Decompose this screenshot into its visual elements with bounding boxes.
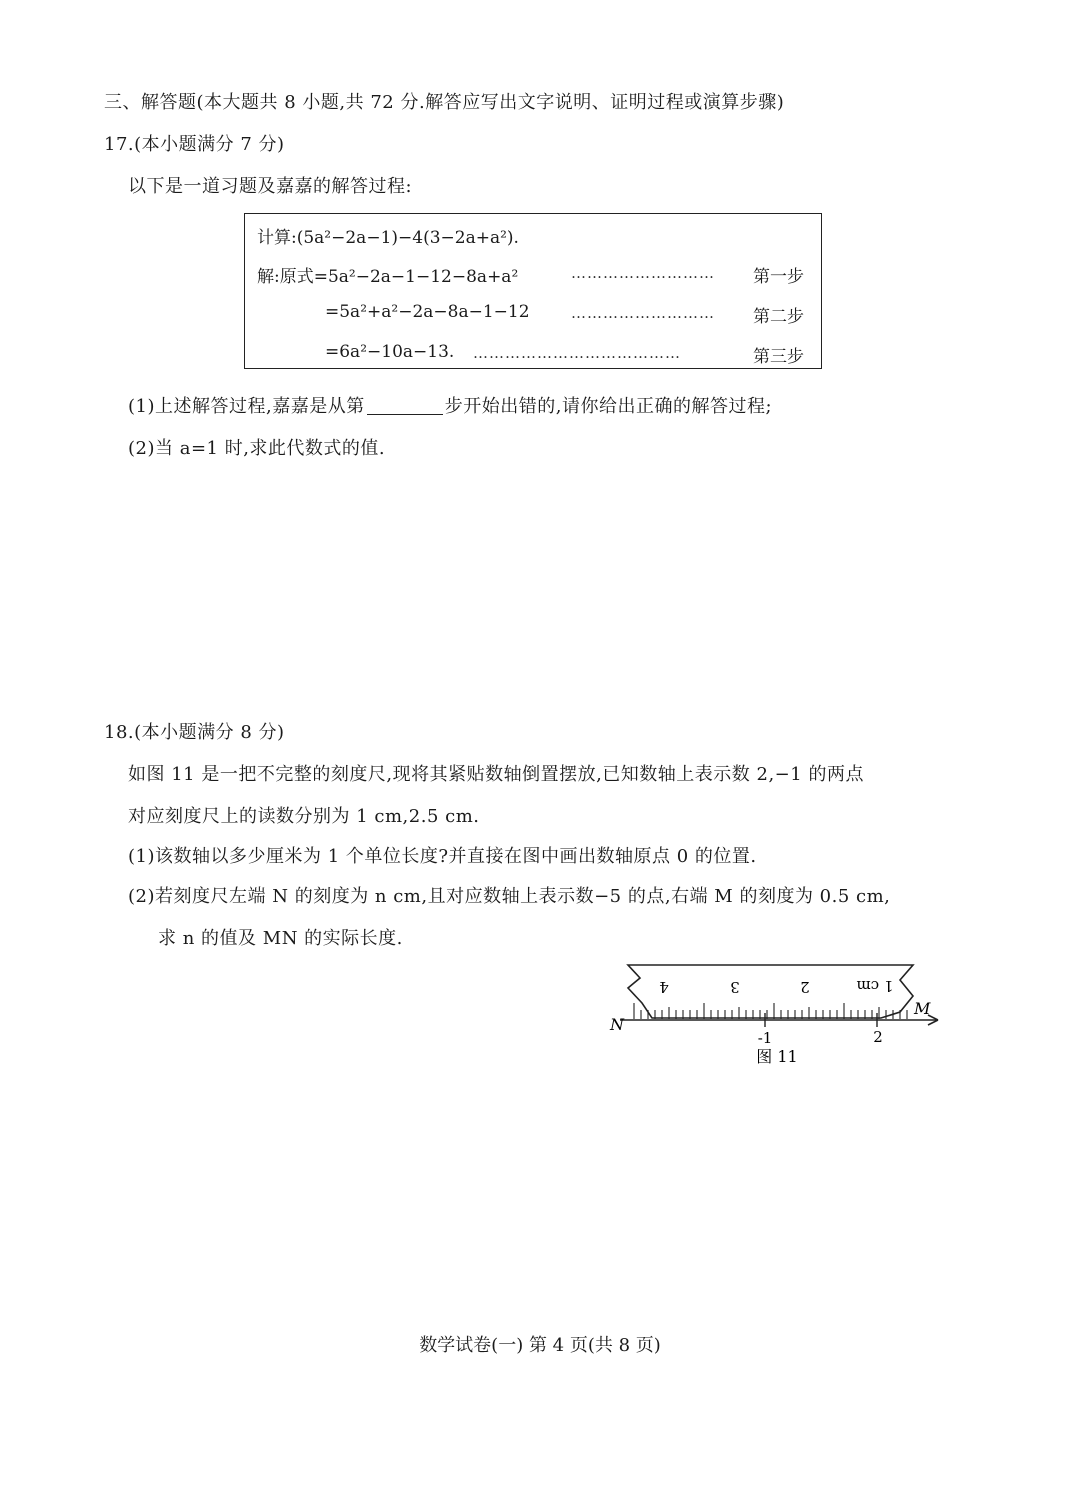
q18-para-2: 对应刻度尺上的读数分别为 1 cm,2.5 cm.: [128, 806, 480, 827]
q17-part-1-text-a: (1)上述解答过程,嘉嘉是从第: [128, 396, 365, 417]
point-n-label: N: [610, 1015, 624, 1034]
q18-part-2-line-1: (2)若刻度尺左端 N 的刻度为 n cm,且对应数轴上表示数−5 的点,右端 M 的刻度为 0.5 cm,: [128, 886, 891, 907]
q17-dots-2: ………………………: [571, 304, 715, 322]
q17-answer-blank[interactable]: [367, 396, 443, 415]
q18-title: 18.(本小题满分 8 分): [104, 722, 285, 743]
q17-solution-line-2: =5a²+a²−2a−8a−1−12: [325, 302, 530, 322]
figure-caption: 图 11: [756, 1047, 798, 1066]
q17-step-3: 第三步: [753, 347, 804, 367]
ruler-ticks: [634, 1003, 907, 1019]
q17-part-1-text-b: 步开始出错的,请你给出正确的解答过程;: [444, 396, 773, 417]
ruler-label-1cm: 1 cm: [856, 977, 894, 995]
q17-dots-1: ………………………: [571, 264, 715, 282]
section-header: 三、解答题(本大题共 8 小题,共 72 分.解答应写出文字说明、证明过程或演算步骤): [104, 92, 785, 113]
q17-dots-3: …………………………………: [473, 344, 681, 362]
ruler-label-3: 3: [730, 978, 740, 996]
ruler-label-2: 2: [800, 978, 810, 996]
q17-intro: 以下是一道习题及嘉嘉的解答过程:: [128, 176, 413, 197]
axis-label-neg1: -1: [757, 1029, 773, 1047]
q17-solution-line-1: 解:原式=5a²−2a−1−12−8a+a²: [257, 267, 519, 287]
q17-title: 17.(本小题满分 7 分): [104, 134, 285, 155]
q17-step-1: 第一步: [753, 267, 804, 287]
q17-step-2: 第二步: [753, 307, 804, 327]
q18-part-1: (1)该数轴以多少厘米为 1 个单位长度?并直接在图中画出数轴原点 0 的位置.: [128, 846, 757, 867]
axis-label-2: 2: [873, 1028, 883, 1046]
q17-solution-box: [244, 213, 822, 369]
q18-para-1: 如图 11 是一把不完整的刻度尺,现将其紧贴数轴倒置摆放,已知数轴上表示数 2,−1 的两点: [128, 764, 864, 785]
figure-11-ruler-diagram: [600, 958, 950, 1073]
point-m-label: M: [914, 999, 931, 1018]
page-footer: 数学试卷(一) 第 4 页(共 8 页): [419, 1335, 661, 1356]
q18-part-2-line-2: 求 n 的值及 MN 的实际长度.: [158, 928, 403, 949]
q17-part-2: (2)当 a=1 时,求此代数式的值.: [128, 438, 386, 459]
q17-calc: 计算:(5a²−2a−1)−4(3−2a+a²).: [257, 228, 519, 248]
q17-part-1: [128, 392, 772, 418]
q17-solution-line-3: =6a²−10a−13.: [325, 342, 455, 362]
ruler-label-4: 4: [659, 978, 669, 996]
